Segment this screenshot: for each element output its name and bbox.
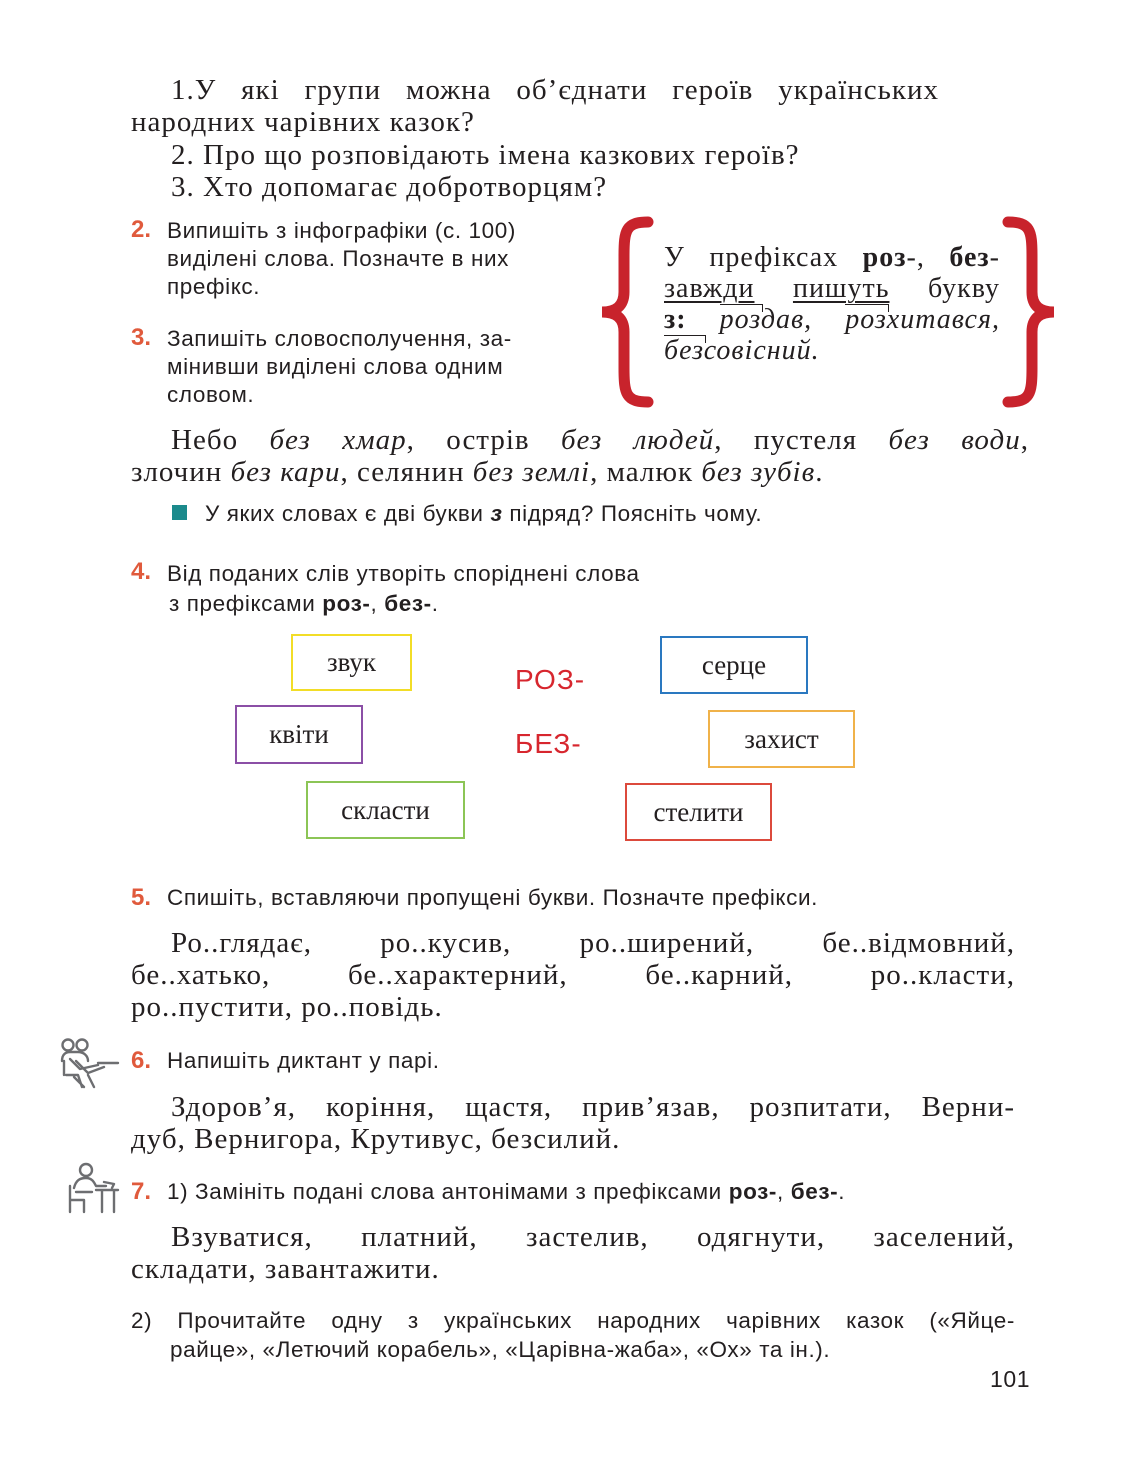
prefix-bez-label: БЕЗ- bbox=[515, 728, 582, 759]
word-box-zvuk: звук bbox=[291, 634, 412, 691]
task-5-line-3: ро..пустити, ро..повідь. bbox=[131, 991, 443, 1023]
word-box-stelyty: стелити bbox=[625, 783, 772, 841]
task-6-line-2: дуб, Вернигора, Крутивус, безсилий. bbox=[131, 1123, 621, 1155]
task-3 bbox=[131, 324, 151, 352]
task-4-text: Від поданих слів утворіть споріднені слова з префіксами роз-, без-. bbox=[167, 561, 640, 616]
task-number: 6. bbox=[131, 1047, 152, 1074]
question-3: 3. Хто допомагає добротворцям? bbox=[171, 171, 608, 203]
task-6 bbox=[131, 1047, 151, 1075]
page-number: 101 bbox=[990, 1366, 1031, 1392]
desk-work-icon bbox=[66, 1162, 122, 1216]
task-2 bbox=[131, 216, 151, 244]
task-number: 3. bbox=[131, 324, 152, 351]
task-7-part-2-line-1: 2) Прочитайте одну з українських народних чарівних казок («Яйце- bbox=[131, 1308, 1015, 1333]
sub-question: У яких словах є дві букви з підряд? Поясніть чому. bbox=[205, 501, 763, 526]
pair-work-icon bbox=[58, 1037, 124, 1093]
task-3-text: Запишіть словосполучення, за- мінивши виділені слова одним словом. bbox=[167, 326, 512, 407]
word-box-kvity: квіти bbox=[235, 705, 363, 764]
word-box-sklasty: скласти bbox=[306, 781, 465, 839]
task-number: 4. bbox=[131, 558, 152, 585]
task-6-text: Напишіть диктант у парі. bbox=[167, 1048, 440, 1073]
task-4 bbox=[131, 558, 151, 586]
task-5-text: Спишіть, вставляючи пропущені букви. Позначте префікси. bbox=[167, 885, 818, 910]
word-box-zakhyst: захист bbox=[708, 710, 855, 768]
task-6-line-1: Здоров’я, коріння, щастя, прив’язав, розпитати, Верни- bbox=[171, 1091, 1015, 1123]
prefix-roz-label: РОЗ- bbox=[515, 664, 586, 695]
prefix-rule: У префіксах роз-, без- завжди пишуть букву з: роздав, розхитався, безсовісний. bbox=[664, 242, 1001, 366]
phrases-line-2: злочин без кари, селянин без землі, малюк без зубів. bbox=[131, 456, 824, 488]
task-2-text: Випишіть з інфографіки (с. 100) виділені слова. Позначте в них префікс. bbox=[167, 218, 516, 299]
right-brace-icon bbox=[1000, 216, 1060, 408]
task-number: 2. bbox=[131, 216, 152, 243]
teal-square-bullet-icon bbox=[172, 505, 187, 520]
task-number: 5. bbox=[131, 884, 152, 911]
task-5-line-1: Ро..глядає, ро..кусив, ро..ширений, бе..відмовний, bbox=[171, 927, 1015, 959]
task-7-line-2: складати, завантажити. bbox=[131, 1253, 440, 1285]
word-box-sertse: серце bbox=[660, 636, 808, 694]
question-2: 2. Про що розповідають імена казкових героїв? bbox=[171, 139, 800, 171]
question-1-line-1: 1.У які групи можна об’єднати героїв українських bbox=[171, 74, 939, 106]
task-7-part-2-line-2: райце», «Летючий корабель», «Царівна-жаба», «Ох» та ін.). bbox=[170, 1337, 831, 1362]
task-7-line-1: Взуватися, платний, застелив, одягнути, заселений, bbox=[171, 1221, 1015, 1253]
left-brace-icon bbox=[596, 216, 656, 408]
task-number: 7. bbox=[131, 1178, 152, 1205]
phrases-line-1: Небо без хмар, острів без людей, пустеля без води, bbox=[171, 424, 1029, 456]
task-7 bbox=[131, 1178, 151, 1206]
task-5 bbox=[131, 884, 151, 912]
task-5-line-2: бе..хатько, бе..характерний, бе..карний, ро..класти, bbox=[131, 959, 1015, 991]
task-7-part-1: 1) Замініть подані слова антонімами з префіксами роз-, без-. bbox=[167, 1179, 846, 1204]
question-1-line-2: народних чарівних казок? bbox=[131, 106, 475, 138]
